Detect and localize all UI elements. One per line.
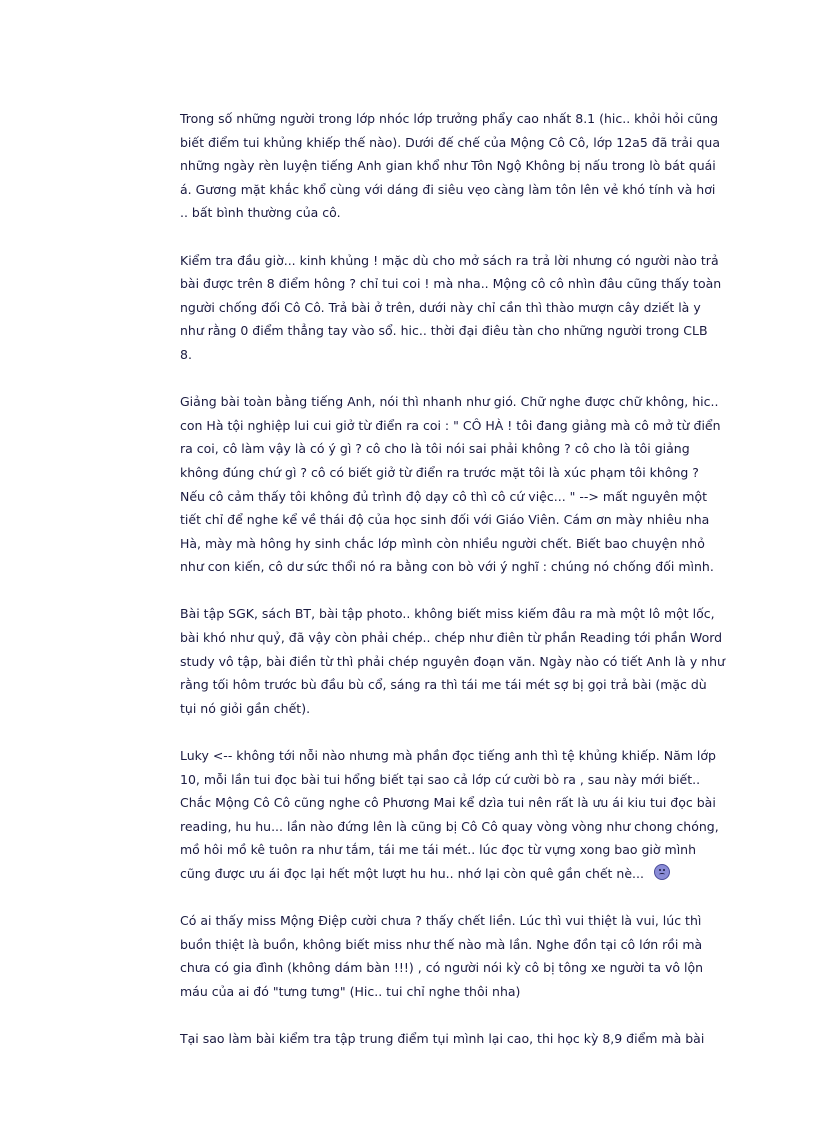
text-line: Giảng bài toàn bằng tiếng Anh, nói thì nhanh như gió. Chữ nghe được chữ không, hic..	[180, 394, 719, 410]
text-line: buồn thiệt là buồn, không biết miss như thế nào mà lần. Nghe đồn tại cô lớn rồi mà	[180, 936, 703, 952]
text-line: Nếu cô cảm thấy tôi không đủ trình độ dạy cô thì cô cứ việc... " --> mất nguyên một	[180, 488, 708, 504]
text-line: không đúng chứ gì ? cô có biết giở từ điển ra trước mặt tôi là xúc phạm tôi không ?	[180, 464, 699, 480]
paragraph	[180, 390, 720, 579]
paragraph	[180, 107, 720, 225]
text-line: tiết chỉ để nghe kể về thái độ của học sinh đối với Giáo Viên. Cám ơn mày nhiêu nha	[180, 512, 710, 528]
text-line: như rằng 0 điểm thẳng tay vào sổ. hic.. thời đại điêu tàn cho những người trong CLB	[180, 323, 708, 339]
text-line: cũng được ưu ái đọc lại hết một lượt hu hu.. nhớ lại còn quê gần chết nè...	[180, 862, 720, 886]
text-line: Tại sao làm bài kiểm tra tập trung điểm tụi mình lại cao, thi học kỳ 8,9 điểm mà bài	[180, 1031, 705, 1047]
smiley-face-icon	[654, 864, 670, 880]
text-line: người chống đối Cô Cô. Trả bài ở trên, dưới này chỉ cần thì thào mượn cây dziết là y	[180, 299, 701, 315]
text-line: Có ai thấy miss Mộng Điệp cười chưa ? thấy chết liền. Lúc thì vui thiệt là vui, lúc thì	[180, 913, 702, 929]
text-line: rằng tối hôm trước bù đầu bù cổ, sáng ra thì tái me tái mét sợ bị gọi trả bài (mặc dù	[180, 677, 707, 693]
text-line: máu của ai đó "tưng tưng" (Hic.. tui chỉ nghe thôi nha)	[180, 983, 521, 999]
text-line: như con kiến, cô dư sức thổi nó ra bằng con bò với ý nghĩ : chúng nó chống đối mình.	[180, 559, 714, 575]
text-line: .. bất bình thường của cô.	[180, 205, 341, 221]
paragraph	[180, 602, 725, 720]
paragraph	[180, 249, 720, 367]
text-line: study vô tập, bài điền từ thì phải chép nguyên đoạn văn. Ngày nào có tiết Anh là y như	[180, 653, 725, 669]
text-line: reading, hu hu... lần nào đứng lên là cũng bị Cô Cô quay vòng vòng như chong chóng,	[180, 818, 719, 834]
paragraph	[180, 744, 720, 886]
text-line: Bài tập SGK, sách BT, bài tập photo.. không biết miss kiếm đâu ra mà một lô một lốc,	[180, 606, 715, 622]
text-line: biết điểm tui khủng khiếp thế nào). Dưới đế chế của Mộng Cô Cô, lớp 12a5 đã trải qua	[180, 134, 720, 150]
text-line: tụi nó giỏi gần chết).	[180, 700, 311, 716]
text-line: Chắc Mộng Cô Cô cũng nghe cô Phương Mai kể dzìa tui nên rất là ưu ái kiu tui đọc bài	[180, 795, 716, 811]
text-line: mồ hôi mồ kê tuôn ra như tắm, tái me tái mét.. lúc đọc từ vựng xong bao giờ mình	[180, 842, 697, 858]
document-body	[180, 107, 725, 1074]
text-line: 8.	[180, 346, 192, 362]
text-line: bài được trên 8 điểm hông ? chỉ tui coi ! mà nha.. Mộng cô cô nhìn đâu cũng thấy toàn	[180, 276, 722, 292]
paragraph	[180, 1027, 720, 1051]
text-line: 10, mỗi lần tui đọc bài tui hổng biết tại sao cả lớp cứ cười bò ra , sau này mới biết..	[180, 771, 701, 787]
text-line: Kiểm tra đầu giờ... kinh khủng ! mặc dù cho mở sách ra trả lời nhưng có người nào trả	[180, 252, 719, 268]
text-line: chưa có gia đình (không dám bàn !!!) , có người nói kỳ cô bị tông xe người ta vô lộn	[180, 960, 704, 976]
text-line: Hà, mày mà hông hy sinh chắc lớp mình còn nhiều người chết. Biết bao chuyện nhỏ	[180, 535, 705, 551]
paragraph	[180, 909, 720, 1003]
text-line: ra coi, cô làm vậy là có ý gì ? cô cho là tôi nói sai phải không ? cô cho là tôi giảng	[180, 441, 690, 457]
text-line: con Hà tội nghiệp lui cui giở từ điển ra coi : " CÔ HÀ ! tôi đang giảng mà cô mở từ điển	[180, 417, 721, 433]
text-line: bài khó như quỷ, đã vậy còn phải chép.. chép như điên từ phần Reading tới phần Word	[180, 630, 723, 646]
text-line: á. Gương mặt khắc khổ cùng với dáng đi siêu vẹo càng làm tôn lên vẻ khó tính và hơi	[180, 181, 716, 197]
text-line: những ngày rèn luyện tiếng Anh gian khổ như Tôn Ngộ Không bị nấu trong lò bát quái	[180, 158, 716, 174]
text-line: Luky <-- không tới nỗi nào nhưng mà phần đọc tiếng anh thì tệ khủng khiếp. Năm lớp	[180, 748, 716, 764]
text-line: Trong số những người trong lớp nhóc lớp trưởng phẩy cao nhất 8.1 (hic.. khỏi hỏi cũng	[180, 111, 719, 126]
